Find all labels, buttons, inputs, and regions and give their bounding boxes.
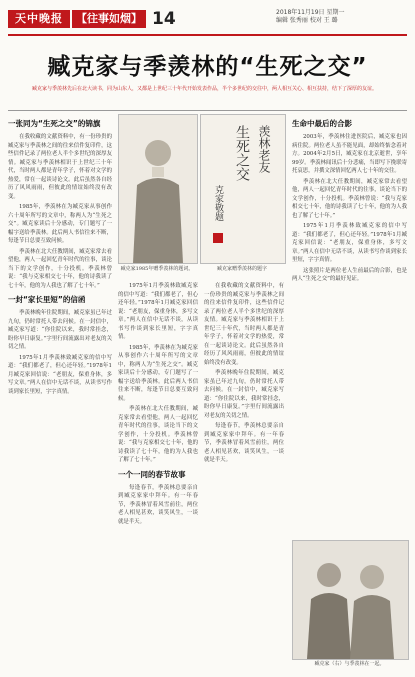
date-line: 2018年11月19日 星期一 (276, 9, 345, 16)
article-intro: 臧克家与季羡林先后在北大读书，同为山东人，又都是上世纪三十年代开始发表作品，半个多世纪的交往中，两人相互关心、相互扶持，结下了深厚的友谊。 (32, 86, 378, 92)
divider (8, 110, 407, 111)
section-heading-3: 一个一同的春节故事 (118, 469, 186, 479)
body-text-1: 季羡林在北大任教期间，臧克家常去看望他，两人一起回忆青年时代的往事，谈论当下的文学创作，十分投机。季羡林曾说：“我与克家相交七十年，他的诗我读了七十年，他的为人我也了解了七十年。” (8, 248, 112, 289)
portrait-photo (118, 114, 198, 264)
section-heading-1: 一张同为“生死之交”的锦旗 (8, 119, 101, 128)
newspaper-logo: 天中晚报 (8, 10, 70, 28)
portrait-figure-icon (119, 115, 197, 263)
issue-meta (276, 9, 407, 25)
calligraphy-photo (200, 114, 286, 264)
photo-caption-2: 臧克家（右）与季羡林在一起。 (314, 661, 385, 667)
section-2-text: 季羡林晚年住院期间，臧克家虽已年过九旬，仍时常托人带去问候。在一封信中，臧克家写道：“你住院以来，我时常挂念，盼你早日康复。”字里行间流露出对老友的关切之情。 (8, 310, 112, 350)
section-1-more: 1985年，季羡林在为臧克家从事创作六十周年所写的文章中，称两人为“生死之交”。臧克家读后十分感动，专门题写了一幅字送给季羡林。此后两人书信往来不断，每逢节日总要互致问候。 (8, 204, 112, 244)
center-text-5: 季羡林晚年住院期间，臧克家虽已年过九旬，仍时常托人带去问候。在一封信中，臧克家写道：“你住院以来，我时常挂念，盼你早日康复。”字里行间流露出对老友的关切之情。 (204, 370, 284, 419)
section-4-more: 这张照片是两位老人生前最后的合影，也是两人“生死之交”的最好见证。 (292, 267, 407, 282)
right-text-1: 季羡林在北大任教期间，臧克家常去看望他，两人一起回忆青年时代的往事，谈论当下的文学创作，十分投机。季羡林曾说：“我与克家相交七十年，他的诗我读了七十年，他的为人我也了解了七十年。” (292, 178, 407, 219)
calligraphy-line-1: 羡林老友 (257, 125, 271, 173)
left-column (8, 114, 112, 670)
column-name: 【往事如烟】 (72, 10, 146, 28)
center-text-2: 1985年，季羡林在为臧克家从事创作六十周年所写的文章中，称两人为“生死之交”。臧克家读后十分感动，专门题写了一幅字送给季羡林。此后两人书信往来不断，每逢节日总要互致问候。 (118, 344, 198, 402)
section-1-text: 在我收藏的文献资料中，有一份珍贵的臧克家与季羡林之间的往来信件复印件，这些信件记录了两位老人半个多世纪的深厚友情。臧克家与季羡林相识于上世纪三十年代，当时两人都是青年学子，怀着对文学的热爱，常在一起谈诗论文。此后虽然各自经历了风风雨雨，但彼此的情谊始终没有改变。 (8, 134, 112, 200)
group-photo (292, 540, 409, 660)
section-3-text: 每逢春节，季羡林总要亲自到臧克家家中拜年。有一年春节，季羡林冒着风雪前往，两位老人相见甚欢，谈笑风生，一谈就是半天。 (118, 484, 198, 525)
right-text-2: 1975年1月季羡林致臧克家的信中写道：“我们都老了，但心还年轻。”1978年1月臧克家回信说：“老朋友，保重身体，多写文章。”两人在信中无话不谈，从读书写作谈到家长里短，字字真情。 (292, 223, 407, 263)
right-column (292, 114, 407, 534)
editor-line: 编辑 张秀丽 校对 王 璐 (276, 17, 338, 24)
photo-caption-1b: 臧克家赠季羡林的题字 (216, 266, 267, 272)
center-text-6: 每逢春节，季羡林总要亲自到臧克家家中拜年。有一年春节，季羡林冒着风雪前往，两位老人相见甚欢，谈笑风生，一谈就是半天。 (204, 423, 284, 463)
center-text-3: 季羡林在北大任教期间，臧克家常去看望他，两人一起回忆青年时代的往事，谈论当下的文学创作，十分投机。季羡林曾说：“我与克家相交七十年，他的诗我读了七十年，他的为人我也了解了七十年。” (118, 406, 198, 463)
calligraphy-line-3: 克家敬题 (213, 185, 223, 221)
photo-caption-1: 臧克家1985年赠季羡林的题词。 (120, 266, 194, 272)
section-heading-2: 一封“家长里短”的信函 (8, 295, 86, 304)
seal-stamp-icon (213, 233, 223, 243)
center-text-1: 1975年1月季羡林致臧克家的信中写道：“我们都老了，但心还年轻。”1978年1月臧克家回信说：“老朋友，保重身体，多写文章。”两人在信中无话不谈，从读书写作谈到家长里短，字字真情。 (118, 283, 198, 340)
article-headline: 臧克家与季羡林的“生死之交” (47, 54, 368, 80)
center-column-2 (204, 282, 284, 670)
page-number: 14 (152, 9, 176, 29)
section-4-text: 2003年，季羡林住进医院后，臧克家也因病住院。两位老人虽不能见面，却始终惦念着对方。2004年2月5日，臧克家在北京逝世，享年99岁。季羡林闻讯后十分悲痛，当即写下挽联寄托哀思，并撰文深情回忆两人七十年的交往。 (292, 134, 407, 174)
section-heading-4: 生命中最后的合影 (292, 119, 352, 128)
calligraphy-line-2: 生死之交 (234, 125, 250, 181)
two-men-figure-icon (293, 541, 408, 659)
body-text-2: 1975年1月季羡林致臧克家的信中写道：“我们都老了，但心还年轻。”1978年1月臧克家回信说：“老朋友，保重身体，多写文章。”两人在信中无话不谈，从读书写作谈到家长里短，字字真情。 (8, 354, 112, 395)
center-column-1 (118, 282, 198, 670)
masthead (8, 8, 407, 36)
center-text-4: 在我收藏的文献资料中，有一份珍贵的臧克家与季羡林之间的往来信件复印件，这些信件记录了两位老人半个多世纪的深厚友情。臧克家与季羡林相识于上世纪三十年代，当时两人都是青年学子，怀着对文学的热爱，常在一起谈诗论文。此后虽然各自经历了风风雨雨，但彼此的情谊始终没有改变。 (204, 283, 284, 366)
